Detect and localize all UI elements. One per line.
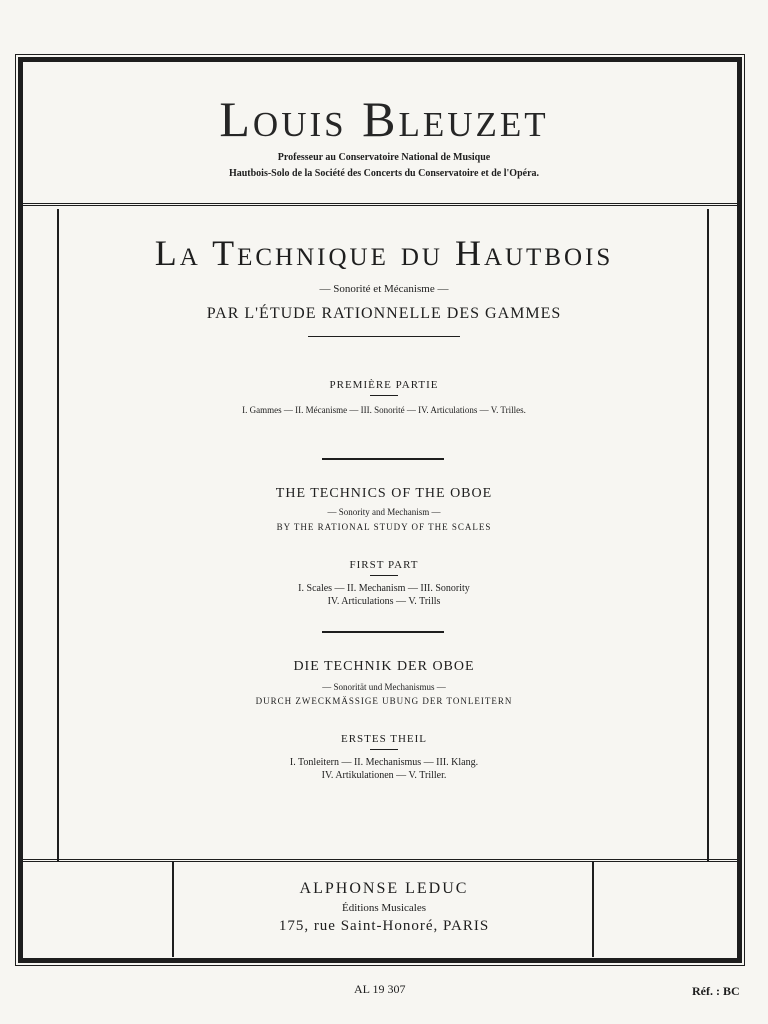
author-credit-line-1: Professeur au Conservatoire National de Musique [277, 152, 491, 163]
english-method: BY THE RATIONAL STUDY OF THE SCALES [276, 522, 492, 532]
author-name: Louis Bleuzet [219, 91, 549, 147]
publisher-imprint: Éditions Musicales [341, 902, 427, 914]
german-part: ERSTES THEIL [340, 733, 428, 745]
french-subtitle: — Sonorité et Mécanisme — [319, 283, 449, 295]
french-part: PREMIÈRE PARTIE [329, 379, 439, 391]
french-method: PAR L'ÉTUDE RATIONNELLE DES GAMMES [206, 305, 562, 322]
english-german-divider [322, 631, 444, 633]
publisher-name: ALPHONSE LEDUC [299, 880, 469, 897]
publisher-address: 175, rue Saint-Honoré, PARIS [278, 918, 490, 934]
french-title: La Technique du Hautbois [154, 233, 614, 273]
plate-number: AL 19 307 [354, 982, 406, 996]
french-rule [308, 336, 460, 337]
english-part-underline [370, 575, 398, 576]
english-title: THE TECHNICS OF THE OBOE [275, 486, 493, 501]
german-subtitle: — Sonorität und Mechanismus — [322, 682, 446, 692]
english-contents-line-2: IV. Articulations — V. Trills [327, 596, 441, 607]
german-part-underline [370, 749, 398, 750]
german-contents-line-1: I. Tonleitern — II. Mechanismus — III. Klang. [289, 757, 479, 768]
header-divider [23, 203, 737, 206]
english-contents-line-1: I. Scales — II. Mechanism — III. Sonority [298, 583, 470, 594]
german-contents-line-2: IV. Artikulationen — V. Triller. [321, 770, 447, 781]
french-english-divider [322, 458, 444, 460]
publisher-divider [23, 859, 737, 862]
french-contents: I. Gammes — II. Mécanisme — III. Sonorité — IV. Articulations — V. Trilles. [242, 405, 526, 415]
author-credit-line-2: Hautbois-Solo de la Société des Concerts du Conservatoire et de l'Opéra. [228, 168, 540, 179]
english-part: FIRST PART [349, 559, 419, 571]
german-title: DIE TECHNIK DER OBOE [293, 659, 475, 674]
reference-code: Réf. : BC [692, 984, 740, 998]
german-method: DURCH ZWECKMÄSSIGE UBUNG DER TONLEITERN [255, 696, 513, 706]
french-part-underline [370, 395, 398, 396]
english-subtitle: — Sonority and Mechanism — [327, 507, 441, 517]
